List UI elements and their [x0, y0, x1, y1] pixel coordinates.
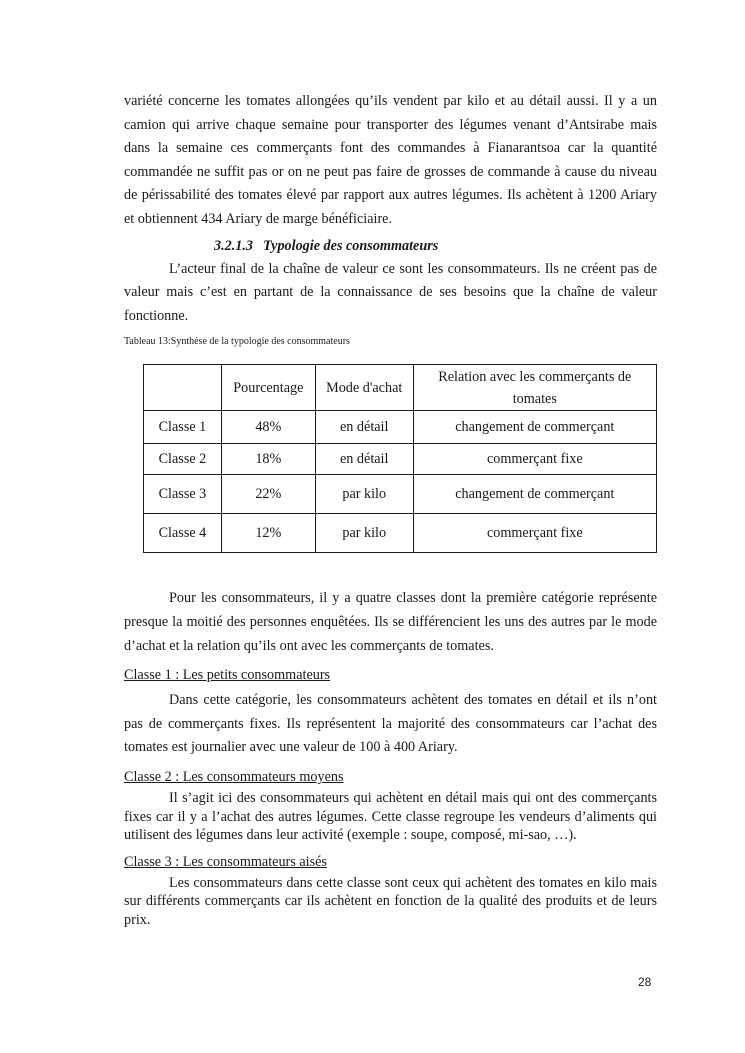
table-row: [144, 475, 657, 514]
section-title: Typologie des consommateurs: [263, 237, 439, 254]
table-caption: Tableau 13:Synthèse de la typologie des consommateurs: [124, 336, 350, 348]
table-header-cell: Mode d'achat: [315, 365, 413, 411]
section-intro-paragraph: L’acteur final de la chaîne de valeur ce sont les consommateurs. Ils ne créent pas de valeur mais c’est en partant de la connaissance de ses besoins que la chaîne de valeur fonctionne.: [124, 260, 657, 324]
table-cell: changement de commerçant: [413, 411, 656, 444]
table-cell: Classe 3: [144, 475, 222, 514]
table-cell: Classe 4: [144, 514, 222, 553]
table-cell: Classe 2: [144, 444, 222, 475]
table-cell: en détail: [315, 444, 413, 475]
table-cell: Classe 1: [144, 411, 222, 444]
classe3-heading: Classe 3 : Les consommateurs aisés: [124, 853, 327, 870]
classe2-heading: Classe 2 : Les consommateurs moyens: [124, 769, 344, 786]
table-row: [144, 514, 657, 553]
table-cell: commerçant fixe: [413, 444, 656, 475]
table-cell: en détail: [315, 411, 413, 444]
classe1-heading: Classe 1 : Les petits consommateurs: [124, 666, 331, 683]
summary-paragraph: Pour les consommateurs, il y a quatre classes dont la première catégorie représente presque la moitié des personnes enquêtées. Ils se différencient les uns des autres par le mode d’achat et la relation qu’ils ont avec les commerçants de tomates.: [124, 590, 657, 654]
table-cell: par kilo: [315, 475, 413, 514]
table-cell: changement de commerçant: [413, 475, 656, 514]
page-number: 28: [638, 975, 652, 989]
section-number: 3.2.1.3: [214, 237, 254, 254]
table-header-cell: Pourcentage: [221, 365, 315, 411]
table-header-cell: Relation avec les commerçants de tomates: [413, 365, 656, 411]
classe2-paragraph: Il s’agit ici des consommateurs qui achètent en détail mais qui ont des commerçants fixes car il y a l’achat des autres légumes. Cette classe regroupe les vendeurs d’aliments qui utilisent des légumes dans leur activité (exemple : soupe, composé, mi-sao, …).: [124, 790, 657, 844]
table-header-row: [144, 365, 657, 411]
table-cell: 22%: [221, 475, 315, 514]
table-row: [144, 444, 657, 475]
table-cell: 12%: [221, 514, 315, 553]
classe1-paragraph: Dans cette catégorie, les consommateurs achètent des tomates en détail et ils n’ont pas de commerçants fixes. Ils représentent la majorité des consommateurs car l’achat des tomates est journalier avec une valeur de 100 à 400 Ariary.: [124, 691, 657, 756]
table-cell: commerçant fixe: [413, 514, 656, 553]
table-cell: 48%: [221, 411, 315, 444]
document-page: [124, 90, 657, 929]
table-cell: 18%: [221, 444, 315, 475]
section-heading: [124, 234, 657, 258]
consumer-typology-table: [143, 364, 657, 553]
intro-paragraph: variété concerne les tomates allongées qu’ils vendent par kilo et au détail aussi. Il y a un camion qui arrive chaque semaine pour transporter des légumes venant d’Antsirabe mais dans la semaine ces commerçants font des commandes à Fianarantsoa car la quantité commandée ne suffit pas or on ne peut pas faire de grosses de commande à cause du niveau de périssabilité des tomates élevé par rapport aux autres légumes. Ils achètent à 1200 Ariary et obtiennent 434 Ariary de marge bénéficiaire.: [124, 93, 657, 227]
table-header-cell: [144, 365, 222, 411]
table-cell: par kilo: [315, 514, 413, 553]
classe3-paragraph: Les consommateurs dans cette classe sont ceux qui achètent des tomates en kilo mais sur différents commerçants car ils achètent en fonction de la qualité des produits et de leurs prix.: [124, 874, 657, 928]
table-row: [144, 411, 657, 444]
